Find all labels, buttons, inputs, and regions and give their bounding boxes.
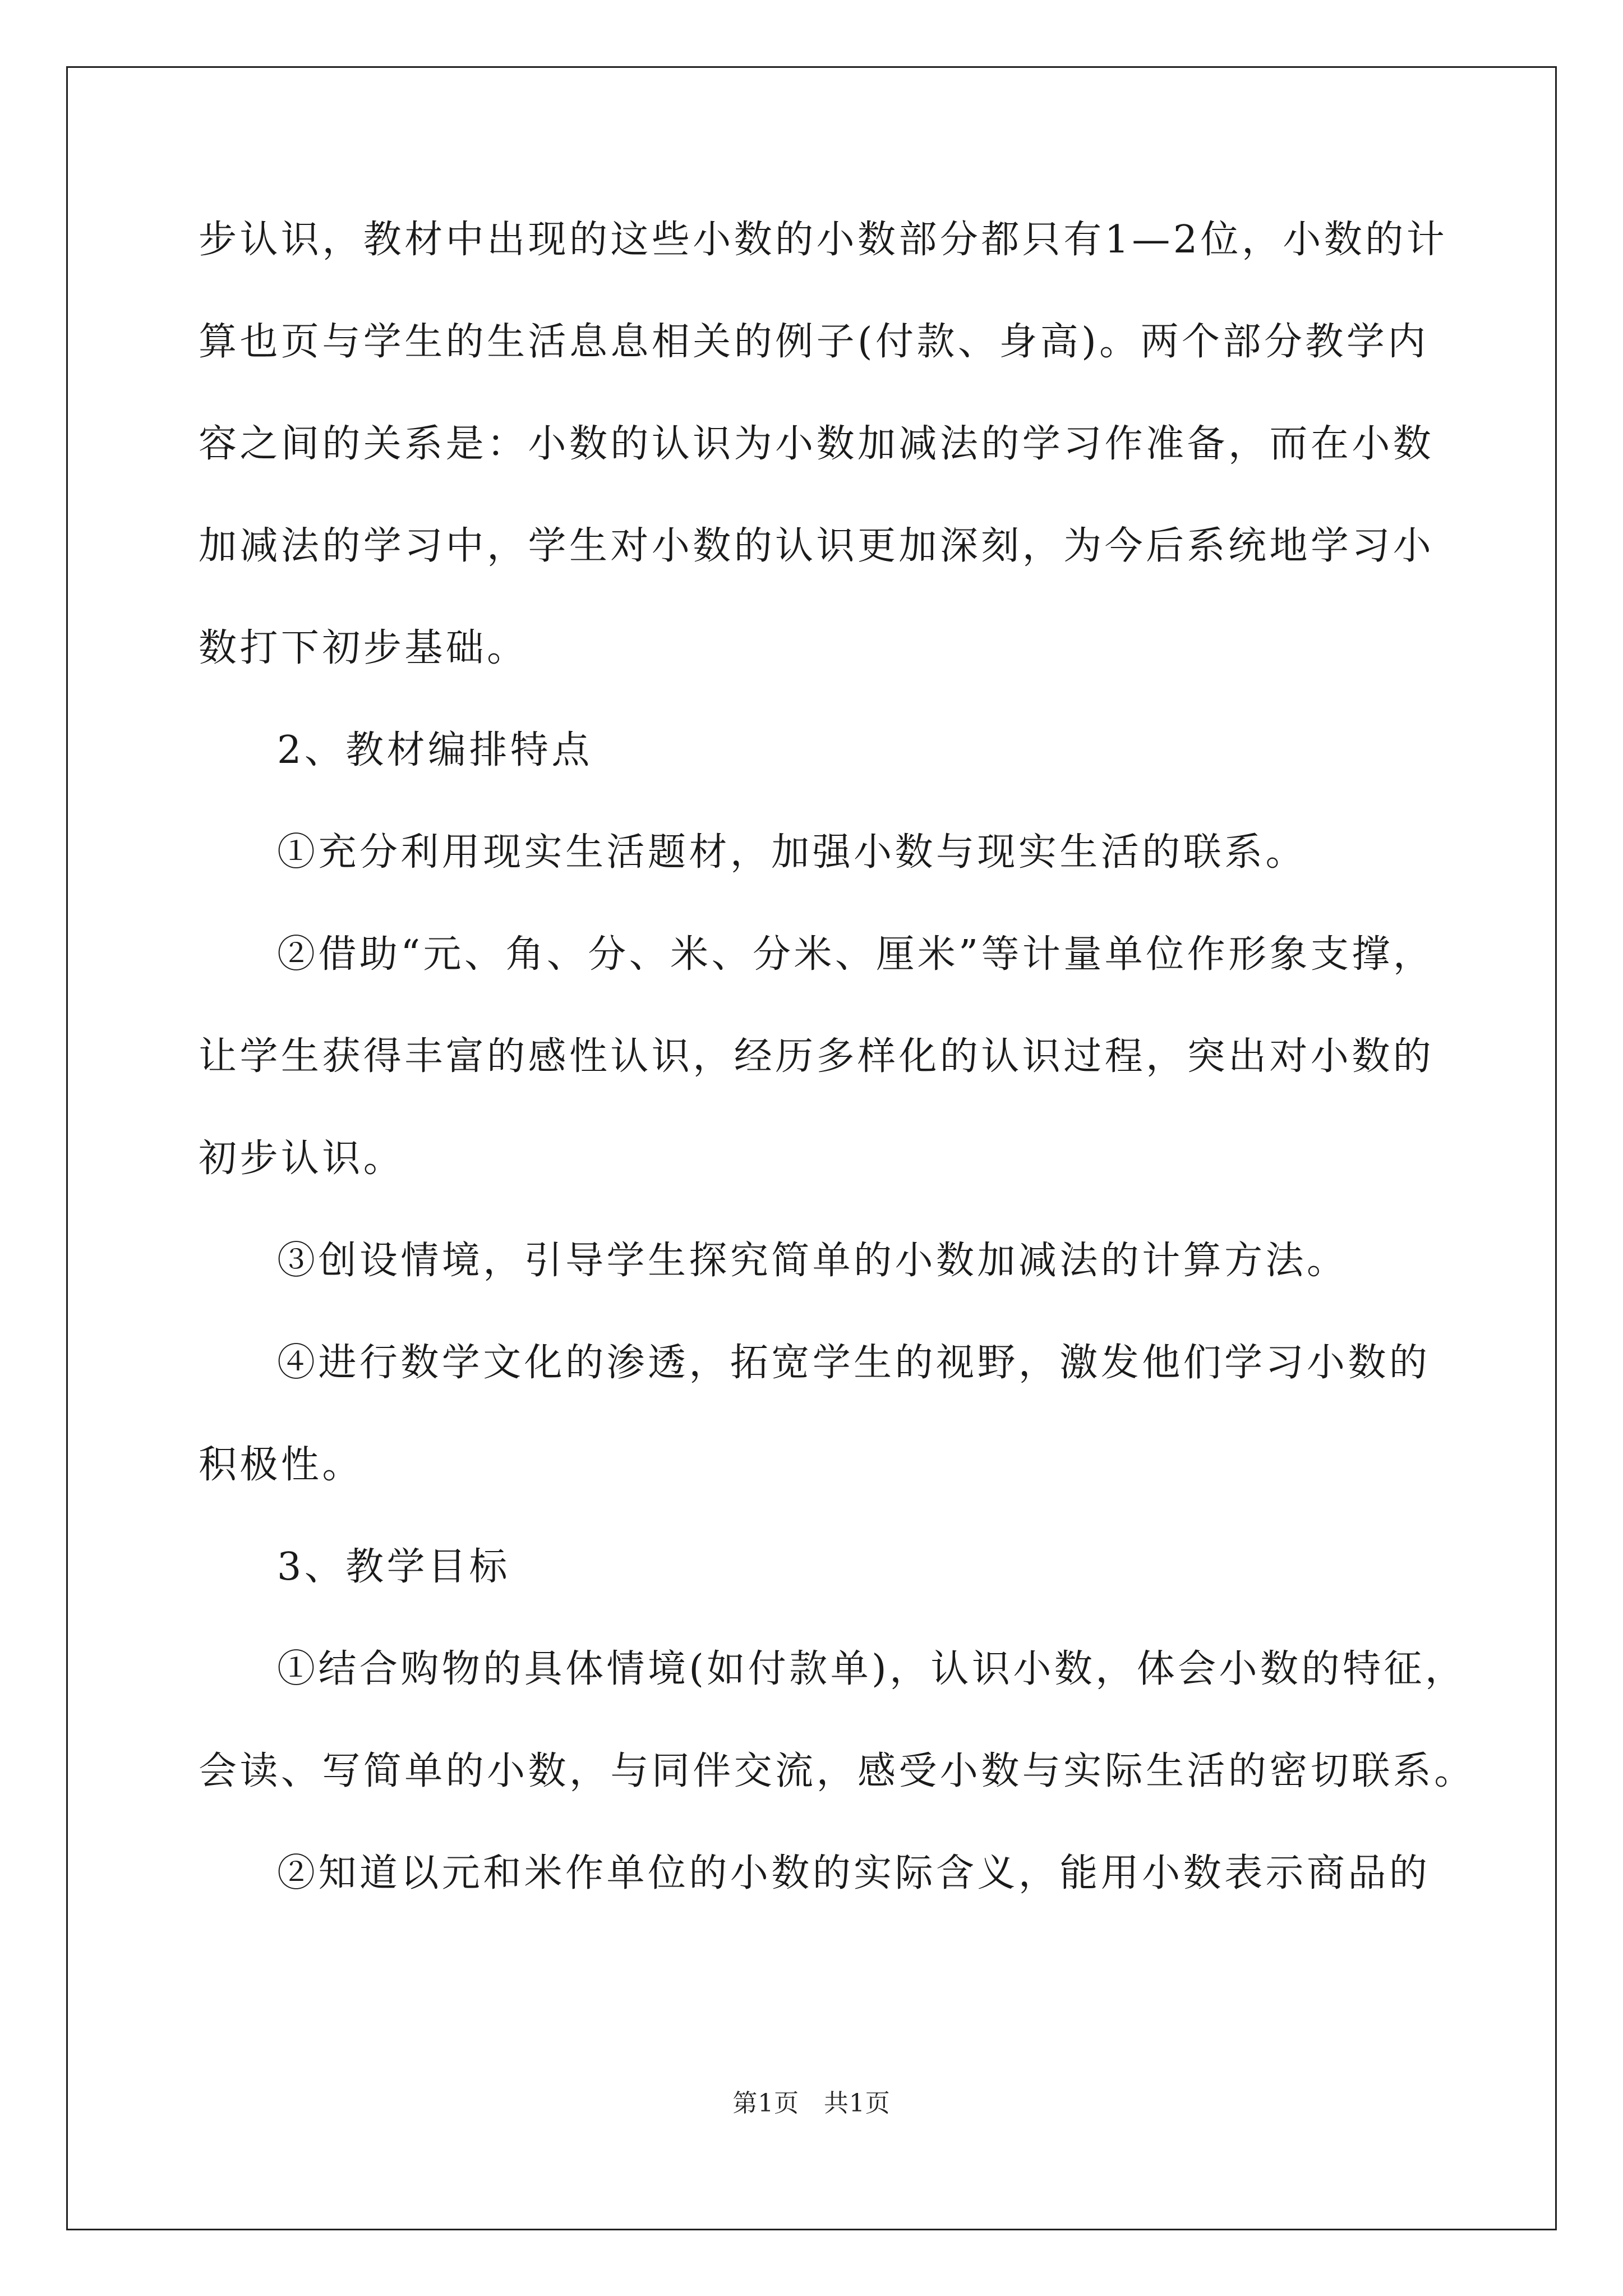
text-line: 步认识，教材中出现的这些小数的小数部分都只有1—2位，小数的计 [199,218,1448,262]
section-heading: 2、教材编排特点 [277,728,593,772]
text-line: ③创设情境，引导学生探究简单的小数加减法的计算方法。 [277,1239,1348,1283]
text-line: 容之间的关系是：小数的认识为小数加减法的学习作准备，而在小数 [199,422,1435,466]
page-footer [0,2087,1623,2120]
text-line: ①结合购物的具体情境(如付款单)，认识小数，体会小数的特征， [277,1647,1467,1691]
text-line: 会读、写简单的小数，与同伴交流，感受小数与实际生活的密切联系。 [199,1749,1476,1793]
text-line: ②借助“元、角、分、米、分米、厘米”等计量单位作形象支撑， [277,932,1435,977]
text-line: 数打下初步基础。 [199,626,528,670]
text-line: 加减法的学习中，学生对小数的认识更加深刻，为今后系统地学习小 [199,524,1435,568]
section-heading: 3、教学目标 [277,1545,510,1589]
text-line: 初步认识。 [199,1137,405,1181]
text-line: ①充分利用现实生活题材，加强小数与现实生活的联系。 [277,830,1307,875]
text-line: ②知道以元和米作单位的小数的实际含义，能用小数表示商品的 [277,1851,1431,1895]
page-number-current: 第1页 [732,2089,799,2118]
page-number-total: 共1页 [824,2089,891,2118]
text-line: 算也页与学生的生活息息相关的例子(付款、身高)。两个部分教学内 [199,320,1429,364]
document-body [199,213,1476,1949]
text-line: 积极性。 [199,1443,363,1487]
text-line: 让学生获得丰富的感性认识，经历多样化的认识过程，突出对小数的 [199,1034,1435,1079]
text-line: ④进行数学文化的渗透，拓宽学生的视野，激发他们学习小数的 [277,1341,1431,1385]
